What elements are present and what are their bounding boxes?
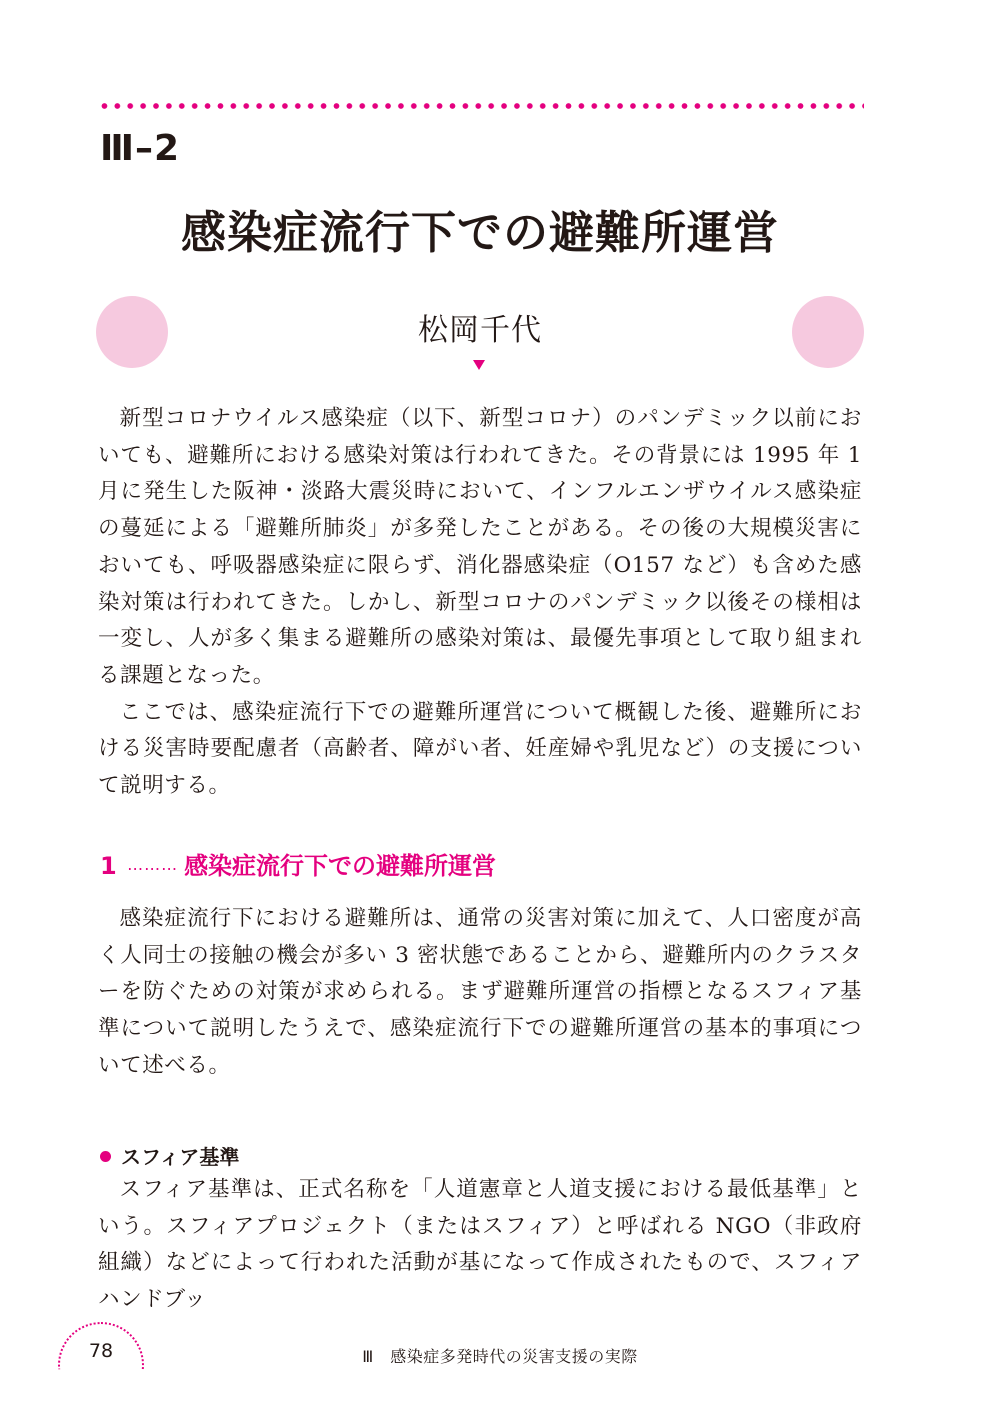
- section-title: 感染症流行下での避難所運営: [184, 852, 497, 880]
- intro-paragraph: 新型コロナウイルス感染症（以下、新型コロナ）のパンデミック以前においても、避難所における感染対策は行われてきた。その背景には 1995 年 1 月に発生した阪神・淡路大震災時において、インフルエンザウイルス感染症の蔓延による「避難所肺炎」が多発したことがある。その後の大規模災害においても、呼吸器感染症に限らず、消化器感染症（O157 など）も含めた感染対策は行われてきた。しかし、新型コロナのパンデミック以後その様相は一変し、人が多く集まる避難所の感染対策は、最優先事項として取り組まれる課題となった。: [98, 406, 862, 688]
- subsection-title: スフィア基準: [121, 1145, 240, 1169]
- subsection-paragraph: スフィア基準は、正式名称を「人道憲章と人道支援における最低基準」という。スフィアプロジェクト（またはスフィア）と呼ばれる NGO（非政府組織）などによって行われた活動が基になって作成されたもので、スフィアハンドブッ: [98, 1177, 862, 1313]
- intro-paragraph: ここでは、感染症流行下での避難所運営について概観した後、避難所における災害時要配慮者（高齢者、障がい者、妊産婦や乳児など）の支援について説明する。: [98, 699, 862, 799]
- subsection-heading: [100, 1141, 239, 1170]
- running-footer: Ⅲ 感染症多発時代の災害支援の実際: [362, 1347, 638, 1366]
- section-heading: [100, 846, 496, 881]
- intro-text: [98, 401, 862, 805]
- subsection-body: [98, 1172, 862, 1319]
- section-body: [98, 901, 862, 1085]
- author-name: 松岡千代: [418, 313, 542, 348]
- chapter-title: 感染症流行下での避難所運営: [180, 206, 779, 259]
- dotted-rule: [98, 102, 864, 110]
- chapter-number: Ⅲ–2: [100, 128, 181, 169]
- triangle-marker-icon: [473, 360, 485, 370]
- section-paragraph: 感染症流行下における避難所は、通常の災害対策に加えて、人口密度が高く人同士の接触の機会が多い 3 密状態であることから、避難所内のクラスターを防ぐための対策が求められる。まず避難所運営の指標となるスフィア基準について説明したうえで、感染症流行下での避難所運営の基本的事項について述べる。: [98, 906, 862, 1078]
- bullet-icon: [100, 1151, 111, 1162]
- page-number: 78: [88, 1340, 114, 1362]
- section-number: 1: [100, 852, 117, 880]
- section-leader-dots: ………: [127, 855, 179, 874]
